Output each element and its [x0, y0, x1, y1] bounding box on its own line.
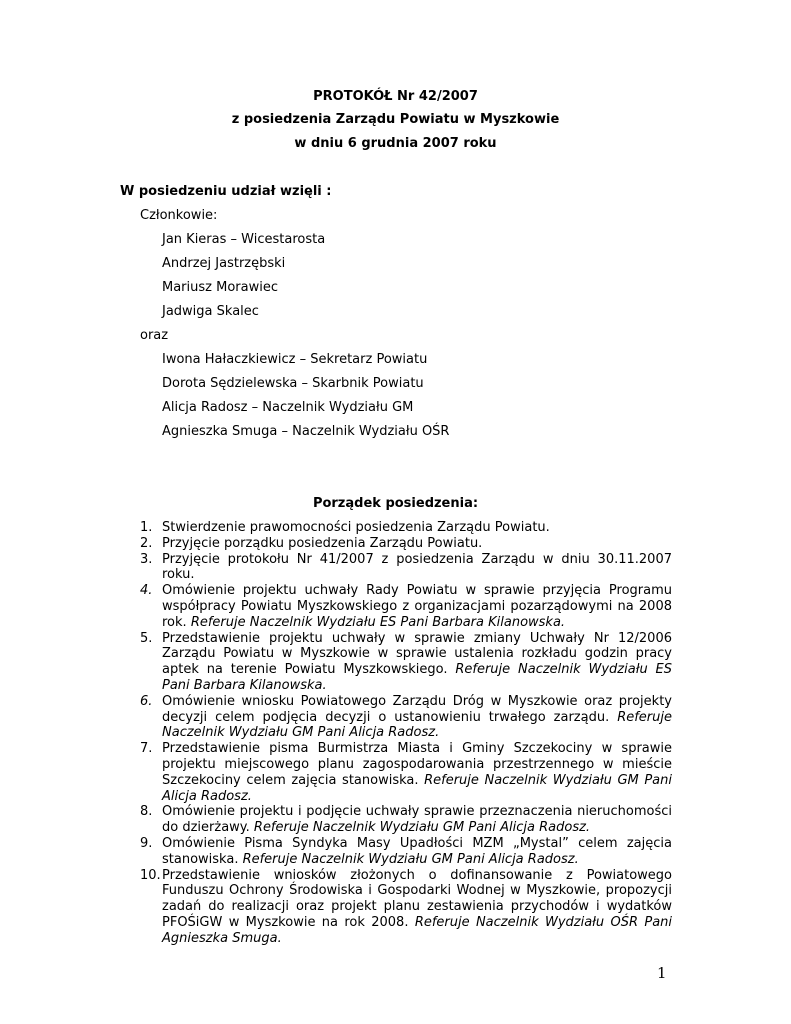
members-label: Członkowie: [140, 208, 218, 223]
agenda-item-number: 7. [140, 741, 153, 757]
agenda-item-presenter: Referuje Naczelnik Wydziału ES Pani Barbara Kilanowska. [162, 662, 672, 693]
attendee-item: Alicja Radosz – Naczelnik Wydziału GM [162, 400, 414, 415]
member-item: Jadwiga Skalec [162, 304, 259, 319]
agenda-item-presenter: Referuje Naczelnik Wydziału GM Pani Alicja Radosz. [242, 851, 579, 867]
member-item: Mariusz Morawiec [162, 280, 278, 295]
agenda-item [140, 552, 672, 584]
agenda-item-presenter: Referuje Naczelnik Wydziału ES Pani Barbara Kilanowska. [190, 614, 566, 630]
agenda-item-presenter: Referuje Naczelnik Wydziału OŚR Pani Agnieszka Smuga. [162, 914, 673, 946]
agenda-item-text: Przedstawienie projektu uchwały w sprawie zmiany Uchwały Nr 12/2006 Zarządu Powiatu w Myszkowie w sprawie ustalenia rozkładu godzin pracy aptek na terenie Powiatu Myszkowskiego. [162, 630, 672, 678]
agenda-item-presenter: Referuje Naczelnik Wydziału GM Pani Alicja Radosz. [162, 772, 672, 804]
agenda-item-number: 2. [140, 535, 153, 551]
agenda-item-number: 3. [140, 551, 153, 567]
agenda-item-text: Przyjęcie porządku posiedzenia Zarządu Powiatu. [162, 535, 483, 551]
agenda-heading: Porządek posiedzenia: [312, 496, 479, 511]
agenda-item [140, 631, 672, 694]
document-subtitle-1: z posiedzenia Zarządu Powiatu w Myszkowie [231, 112, 560, 127]
agenda-item-text: Przedstawienie pisma Burmistrza Miasta i Gminy Szczekociny w sprawie projektu miejscowego planu zagospodarowania przestrzennego w mieście Szczekociny celem zajęcia stanowiska. [162, 741, 672, 788]
agenda-item-number: 5. [140, 630, 153, 646]
agenda-item [140, 520, 672, 536]
agenda-item [140, 868, 672, 947]
agenda-item [140, 694, 672, 741]
agenda-item-number: 1. [140, 520, 153, 535]
member-item: Jan Kieras – Wicestarosta [162, 232, 326, 247]
attendance-heading: W posiedzeniu udział wzięli : [120, 184, 332, 199]
agenda-item-number: 6. [140, 693, 153, 709]
agenda-item-text: Omówienie Pisma Syndyka Masy Upadłości MZM „Mystal” celem zajęcia stanowiska. [162, 835, 672, 867]
agenda-item-text: Stwierdzenie prawomocności posiedzenia Zarządu Powiatu. [162, 520, 550, 535]
agenda-item-presenter: Referuje Naczelnik Wydziału GM Pani Alicja Radosz. [253, 820, 591, 836]
document-subtitle-2: w dniu 6 grudnia 2007 roku [294, 136, 497, 151]
agenda-item-number: 4. [140, 583, 153, 599]
agenda-item [140, 536, 672, 552]
agenda-item-number: 10. [140, 867, 161, 883]
agenda-item-text: Przedstawienie wniosków złożonych o dofinansowanie z Powiatowego Funduszu Ochrony Środowiska i Gospodarki Wodnej w Myszkowie, propozycji zadań do realizacji oraz projekt planu zestawienia przychodów i wydatków PFOŚiGW w Myszkowie na rok 2008. [162, 867, 672, 930]
agenda-item-text: Omówienie wniosku Powiatowego Zarządu Dróg w Myszkowie oraz projekty decyzji celem podjęcia decyzji o ustanowieniu trwałego zarządu. [162, 693, 672, 725]
agenda-item-number: 8. [140, 804, 153, 820]
agenda-item [140, 583, 672, 630]
attendee-item: Agnieszka Smuga – Naczelnik Wydziału OŚR [162, 424, 450, 439]
agenda-item-number: 9. [140, 835, 153, 851]
attendee-item: Dorota Sędzielewska – Skarbnik Powiatu [162, 376, 424, 391]
agenda-item [140, 741, 672, 804]
agenda-list [140, 520, 672, 947]
agenda-item [140, 836, 672, 868]
document-title: PROTOKÓŁ Nr 42/2007 [313, 89, 478, 104]
agenda-item-text: Przyjęcie protokołu Nr 41/2007 z posiedzenia Zarządu w dniu 30.11.2007 roku. [162, 551, 672, 583]
agenda-item-text: Omówienie projektu uchwały Rady Powiatu w sprawie przyjęcia Programu współpracy Powiatu Myszkowskiego z organizacjami pozarządowymi na 2008 rok. [162, 583, 672, 630]
agenda-item-text: Omówienie projektu i podjęcie uchwały sprawie przeznaczenia nieruchomości do dzierżawy. [162, 804, 672, 836]
member-item: Andrzej Jastrzębski [162, 256, 286, 271]
agenda-item [140, 804, 672, 836]
attendee-item: Iwona Hałaczkiewicz – Sekretarz Powiatu [162, 352, 428, 367]
agenda-item-presenter: Referuje Naczelnik Wydziału GM Pani Alicja Radosz. [162, 709, 672, 741]
page-number: 1 [657, 964, 667, 982]
also-present-label: oraz [140, 328, 169, 343]
